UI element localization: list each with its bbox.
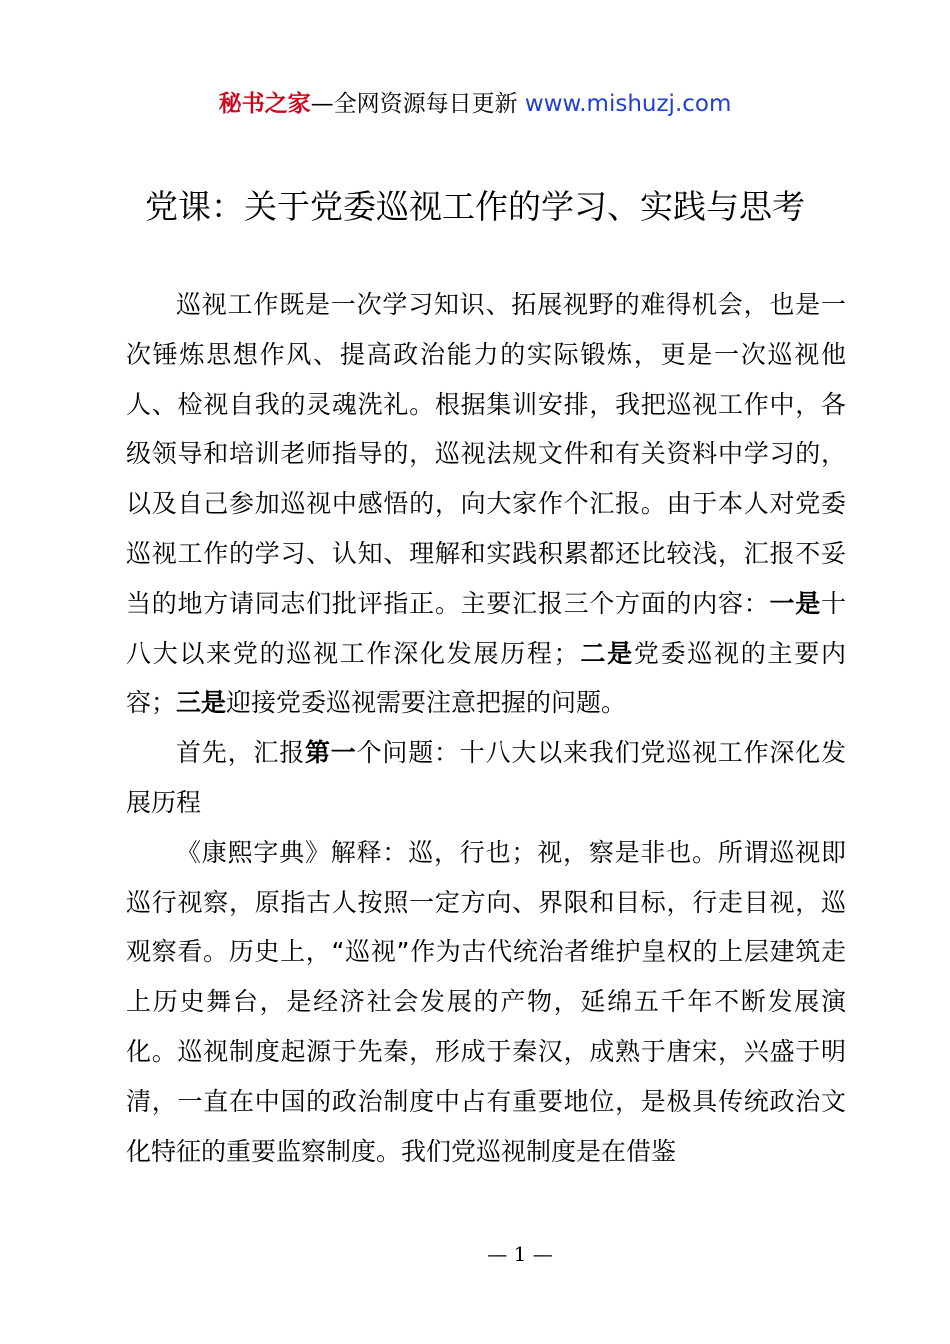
bold-point-two: 二是 <box>578 638 634 668</box>
site-header <box>0 88 950 120</box>
section-one-heading: 个问题：十八大以来我们党巡视工作深化发展历程 <box>126 738 846 817</box>
page-number: — 1 — <box>487 1242 553 1266</box>
bold-point-one: 一是 <box>769 588 821 618</box>
point-one-text: 十八大以来党的巡视工作深化发展历程； <box>126 588 846 668</box>
point-two-text: 党委巡视的主要内容； <box>126 638 846 718</box>
intro-text: 巡视工作既是一次学习知识、拓展视野的难得机会，也是一次锤炼思想作风、提高政治能力的实际锻炼，更是一次巡视他人、检视自我的灵魂洗礼。根据集训安排，我把巡视工作中，各级领导和培训老师指导的，巡视法规文件和有关资料中学习的，以及自己参加巡视中感悟的，向大家作个汇报。由于本人对党委巡视工作的学习、认知、理解和实践积累都还比较浅，汇报不妥当的地方请同志们批评指正。主要汇报三个方面的内容： <box>126 290 846 618</box>
document-title: 党课：关于党委巡视工作的学习、实践与思考 <box>145 187 805 226</box>
brand-name: 秘书之家 <box>218 91 311 117</box>
section-one-lead: 首先，汇报 <box>176 738 305 768</box>
bold-point-three: 三是 <box>176 688 227 718</box>
point-three-text: 迎接党委巡视需要注意把握的问题。 <box>226 688 627 718</box>
paragraph-intro <box>126 280 846 728</box>
paragraph-history: 《康熙字典》解释：巡，行也；视，察是非也。所谓巡视即巡行视察，原指古人按照一定方向、界限和目标，行走目视，巡观察看。历史上，“巡视”作为古代统治者维护皇权的上层建筑走上历史舞台，是经济社会发展的产物，延绵五千年不断发展演化。巡视制度起源于先秦，形成于秦汉，成熟于唐宋，兴盛于明清，一直在中国的政治制度中占有重要地位，是极具传统政治文化特征的重要监察制度。我们党巡视制度是在借鉴 <box>126 837 846 1166</box>
header-tagline: —全网资源每日更新 <box>310 91 525 117</box>
document-body <box>126 280 846 1176</box>
site-url-link[interactable]: www.mishuzj.com <box>524 91 732 117</box>
paragraph-section-one <box>126 728 846 828</box>
bold-first: 第一 <box>305 738 357 768</box>
